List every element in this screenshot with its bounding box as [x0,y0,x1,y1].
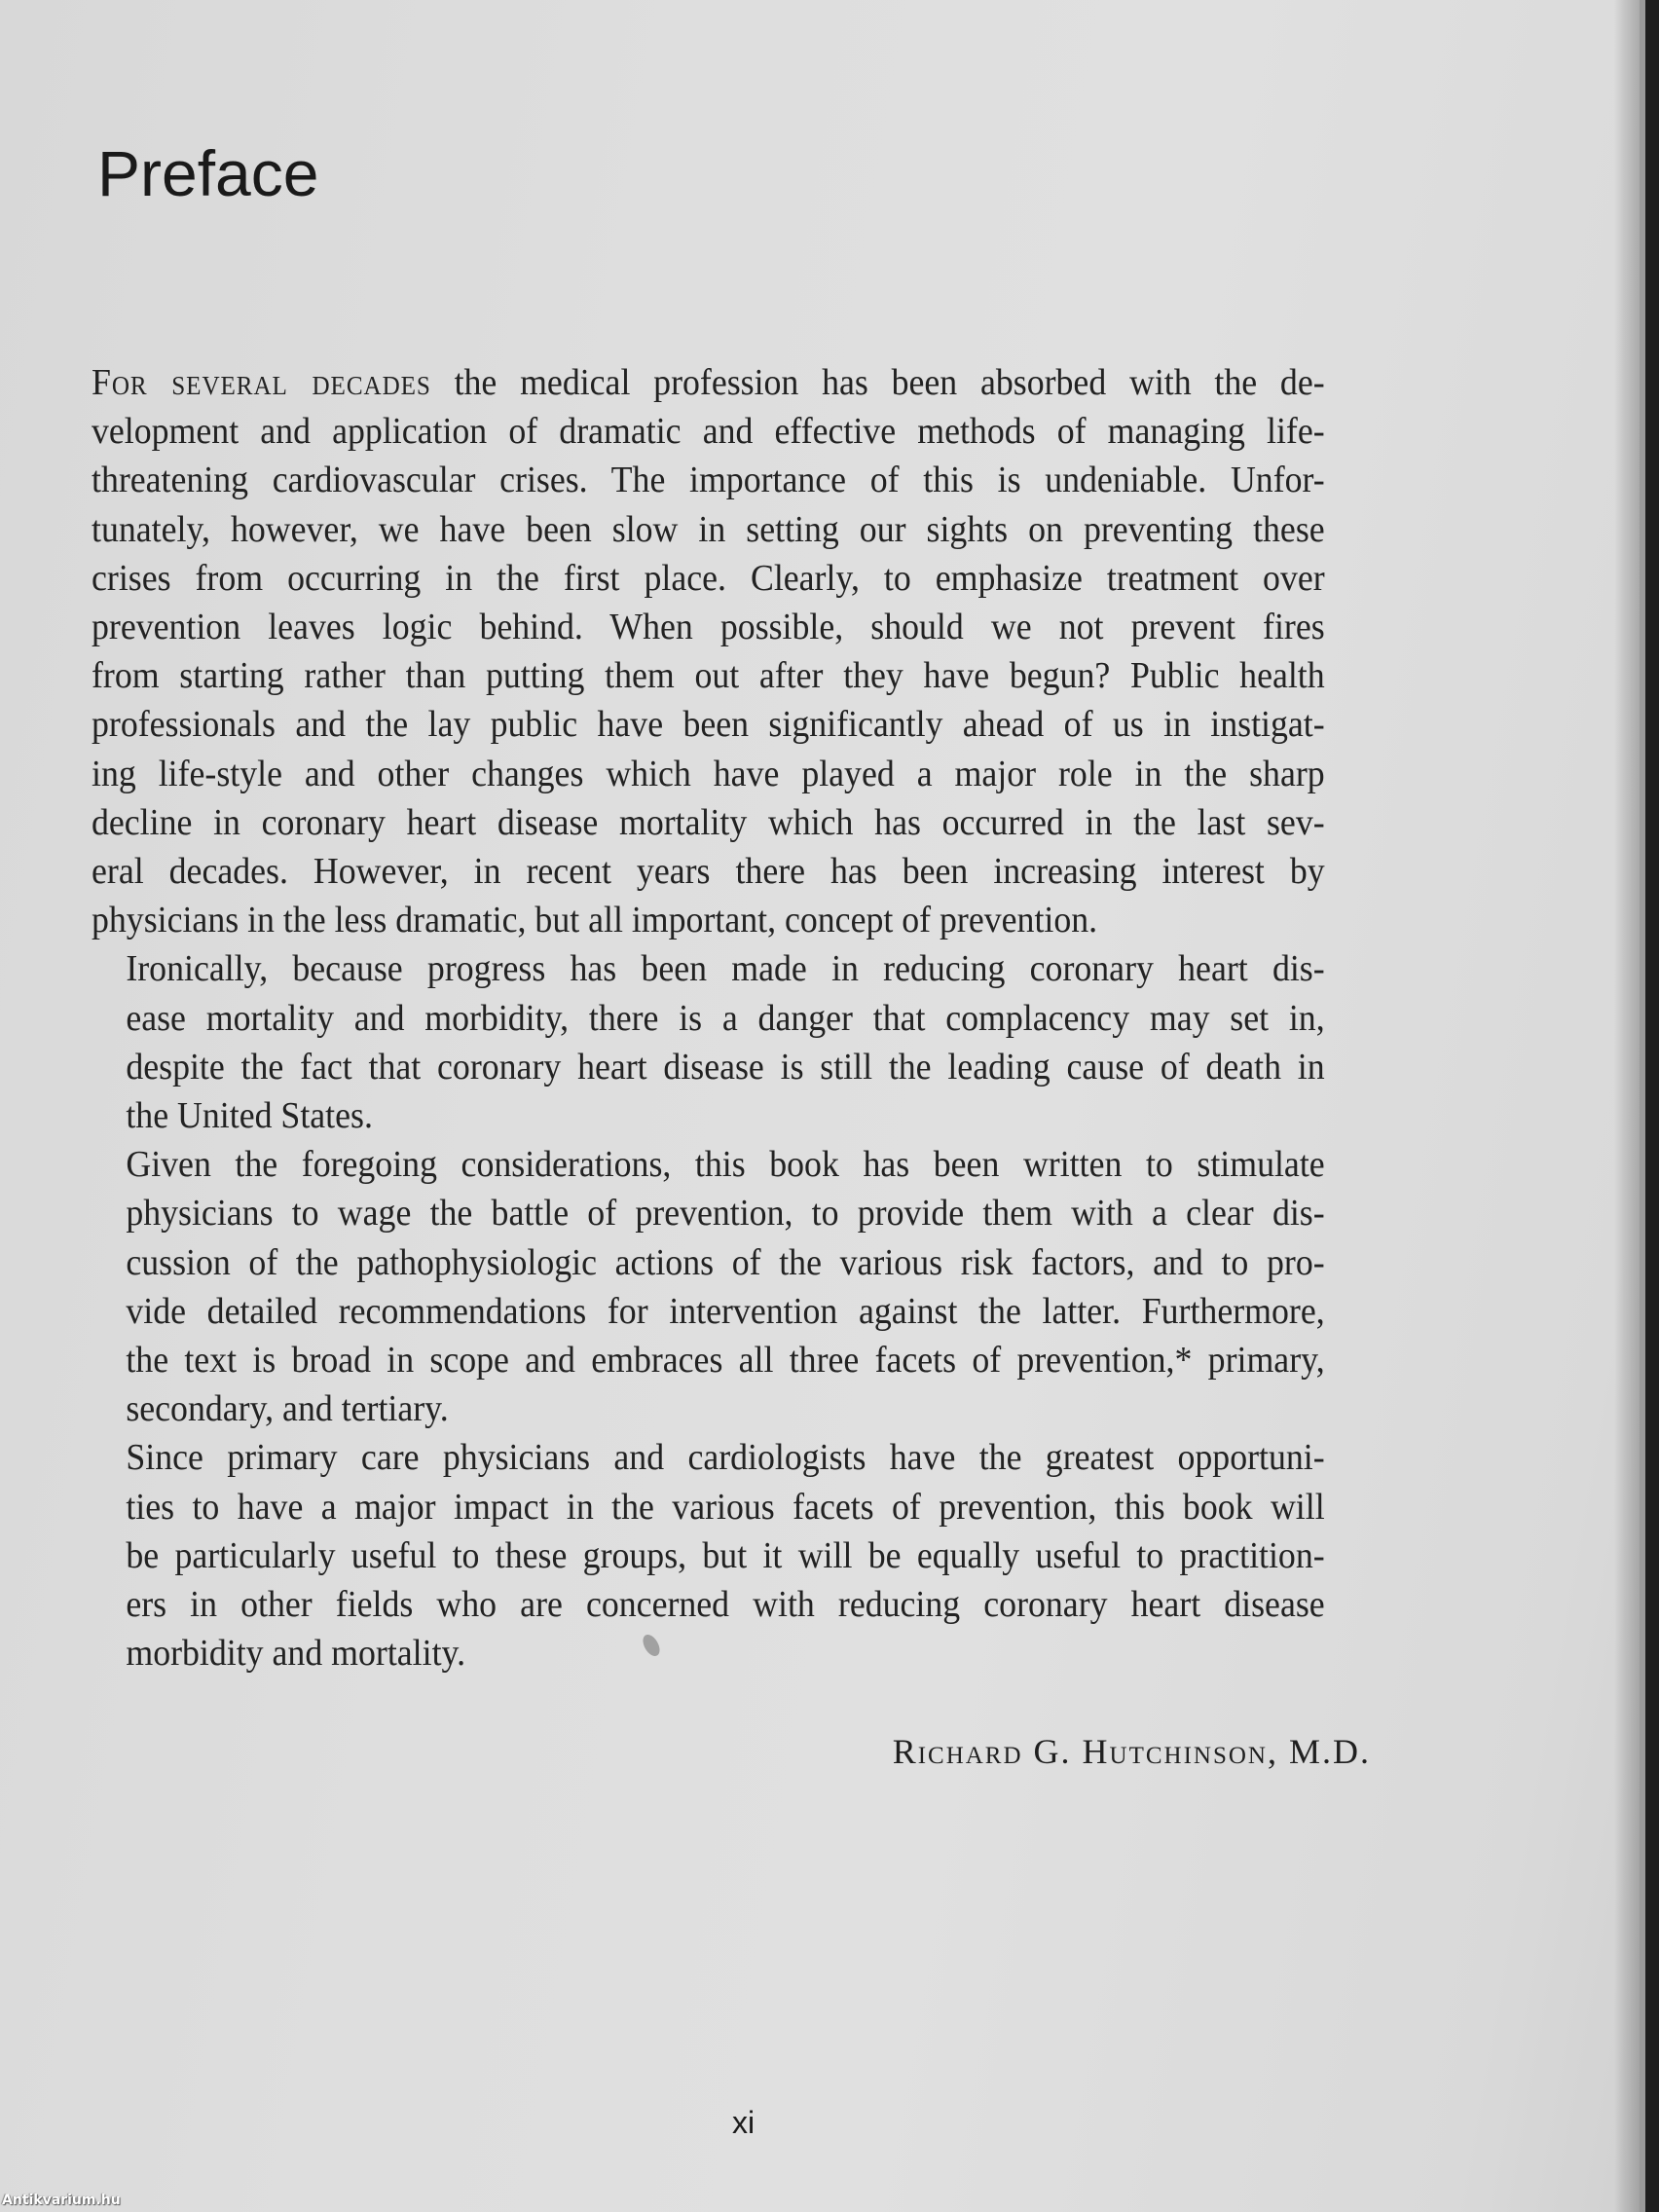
lead-in-smallcaps: For several decades [92,362,431,403]
text-line: ers in other fields who are concerned with reducing coronary heart disease [126,1584,1325,1626]
text-line: tunately, however, we have been slow in setting our sights on preventing these [92,508,1325,550]
watermark: Antikvarium.hu [2,2193,121,2208]
text-line: crises from occurring in the first place. Clearly, to emphasize treatment over [92,557,1325,599]
text-line: vide detailed recommendations for intervention against the latter. Furthermore, [126,1290,1325,1332]
text-line: the text is broad in scope and embraces all three facets of prevention,* primary, [126,1340,1325,1382]
text-line: professionals and the lay public have been significantly ahead of us in instigat- [92,704,1325,746]
text-line: Given the foregoing considerations, this book has been written to stimulate [126,1144,1325,1186]
text-line: Ironically, because progress has been made in reducing coronary heart dis- [126,948,1325,990]
chapter-title: Preface [97,137,319,209]
book-cover-edge [1645,0,1659,2212]
page-edge-shadow [1614,0,1640,2212]
text-line: decline in coronary heart disease mortality which has occurred in the last sev- [92,801,1325,843]
text-line: velopment and application of dramatic and effective methods of managing life- [92,411,1325,453]
text-line: eral decades. However, in recent years there has been increasing interest by [92,851,1325,893]
paragraph-2 [92,944,1325,1140]
text-line: morbidity and mortality. [126,1633,466,1675]
text-line: despite the fact that coronary heart disease is still the leading cause of death in [126,1046,1325,1088]
text-line: threatening cardiovascular crises. The importance of this is undeniable. Unfor- [92,460,1325,501]
text-line: For several decades the medical profession has been absorbed with the de- [92,362,1325,403]
text-line: ties to have a major impact in the various facets of prevention, this book will [126,1486,1325,1528]
text-line: Since primary care physicians and cardiologists have the greatest opportuni- [126,1437,1325,1479]
text-line: ing life-style and other changes which have played a major role in the sharp [92,753,1325,794]
text-line: from starting rather than putting them out after they have begun? Public health [92,655,1325,697]
text-line: cussion of the pathophysiologic actions of the various risk factors, and to pro- [126,1241,1325,1283]
text-line: the United States. [126,1095,373,1137]
paragraph-1 [92,358,1325,944]
page-number: xi [732,2105,756,2140]
preface-body [92,358,1325,1677]
text-line: physicians to wage the battle of prevention, to provide them with a clear dis- [126,1193,1325,1235]
text-line: be particularly useful to these groups, but it will be equally useful to practition- [126,1534,1325,1576]
text-line: secondary, and tertiary. [126,1388,449,1430]
text-line: physicians in the less dramatic, but all important, concept of prevention. [92,900,1098,941]
paragraph-3 [92,1140,1325,1433]
text-line: prevention leaves logic behind. When possible, should we not prevent fires [92,607,1325,648]
text-line: ease mortality and morbidity, there is a danger that complacency may set in, [126,997,1325,1039]
author-signature: Richard G. Hutchinson, M.D. [892,1732,1371,1771]
paragraph-4 [92,1433,1325,1677]
